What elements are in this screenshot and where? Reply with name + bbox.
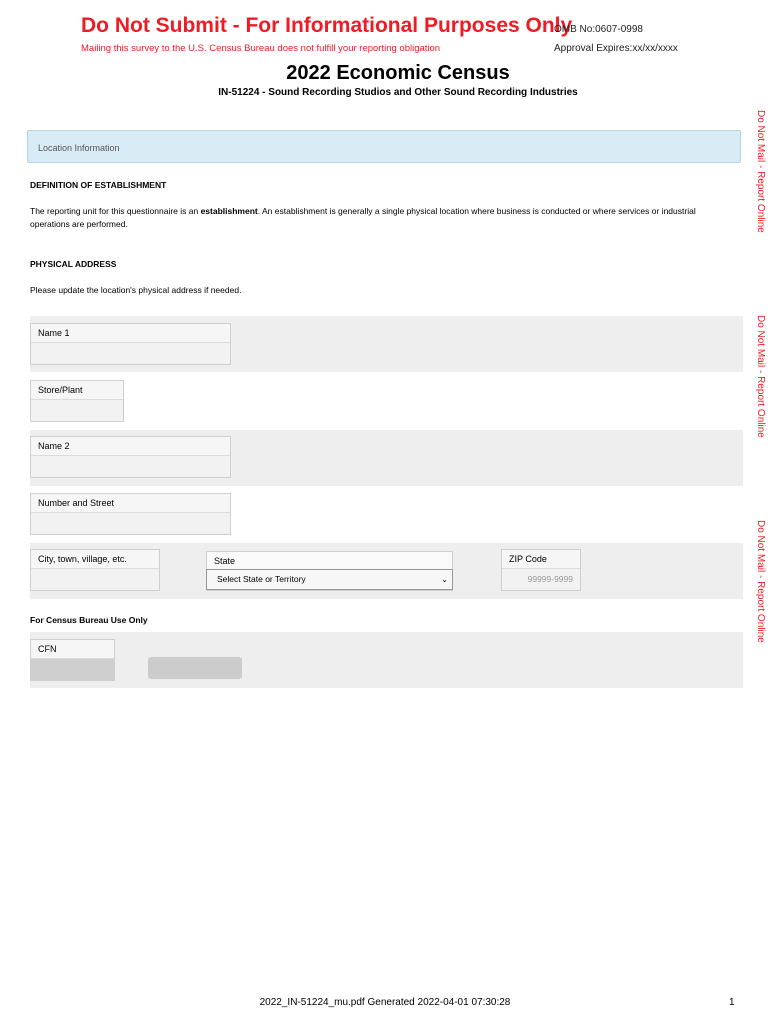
store-plant-field [30, 380, 124, 422]
name1-input[interactable] [31, 343, 230, 364]
name1-label: Name 1 [31, 324, 230, 343]
zip-field [501, 549, 581, 591]
cfn-label: CFN [31, 640, 114, 659]
store-plant-input[interactable] [31, 400, 123, 421]
name1-field [30, 323, 231, 365]
street-input[interactable] [31, 513, 230, 534]
warning-subtitle: Mailing this survey to the U.S. Census Bureau does not fulfill your reporting obligation [81, 43, 441, 54]
omb-number: OMB No:0607-0998 [554, 24, 643, 35]
address-instruction: Please update the location's physical address if needed. [30, 285, 242, 295]
page-title: 2022 Economic Census [286, 62, 510, 84]
state-select-value: Select State or Territory [217, 574, 306, 584]
side-notice-3: Do Not Mail - Report Online [755, 520, 766, 643]
street-label: Number and Street [31, 494, 230, 513]
field-band-4 [30, 632, 743, 688]
cfn-field [30, 639, 115, 681]
side-notice-1: Do Not Mail - Report Online [755, 110, 766, 233]
definition-text: The reporting unit for this questionnaire is an establishment. An establishment is generally a single physical location where business is conducted or where services or industrial operations are performed. [30, 206, 696, 229]
city-input[interactable] [31, 569, 159, 590]
page-subtitle: IN-51224 - Sound Recording Studios and Other Sound Recording Industries [218, 87, 578, 98]
footer-generated: 2022_IN-51224_mu.pdf Generated 2022-04-01 07:30:28 [259, 997, 511, 1008]
name2-label: Name 2 [31, 437, 230, 456]
city-field [30, 549, 160, 591]
address-heading: PHYSICAL ADDRESS [30, 259, 117, 269]
page-number: 1 [729, 997, 735, 1008]
cfn-input [31, 659, 114, 680]
zip-label: ZIP Code [502, 550, 580, 569]
store-plant-label: Store/Plant [31, 381, 123, 400]
side-notice-2: Do Not Mail - Report Online [755, 315, 766, 438]
zip-input[interactable]: 99999-9999 [502, 569, 580, 590]
state-label: State [207, 552, 452, 570]
chevron-down-icon: ⌄ [441, 575, 448, 584]
location-info-banner[interactable] [27, 130, 741, 163]
approval-expires: Approval Expires:xx/xx/xxxx [554, 43, 678, 54]
warning-title: Do Not Submit - For Informational Purposes Only [81, 14, 573, 37]
state-select[interactable] [206, 569, 453, 590]
name2-input[interactable] [31, 456, 230, 477]
street-field [30, 493, 231, 535]
definition-heading: DEFINITION OF ESTABLISHMENT [30, 180, 167, 190]
city-label: City, town, village, etc. [31, 550, 159, 569]
census-use-heading: For Census Bureau Use Only [30, 615, 148, 625]
location-info-label: Location Information [38, 143, 120, 153]
cfn-secondary-box [148, 657, 242, 679]
name2-field [30, 436, 231, 478]
